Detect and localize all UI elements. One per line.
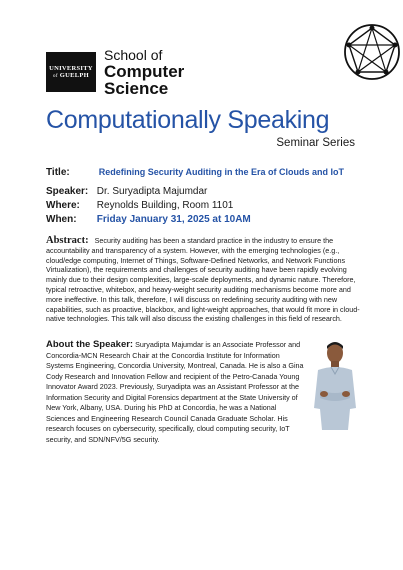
series-subtitle: Seminar Series [276, 137, 355, 149]
speaker-label: Speaker: [46, 186, 89, 197]
abstract-text: Security auditing has been a standard practice in the industry to ensure the accountability and transparency of a system. However, with the emerging technologies (e.g., cloud/edge computing, Internet of Things, Software-Defined Networks, and Network Functions Virtualization), the requirements and challenges of security auditing have been rapidly evolving mainly due to their design complexities, large-scale deployments, and dynamic nature. Therefore, typical retroactive, whitebox, and heavy-weight security auditing mechanisms become more and more ineffective. In this talk, therefore, I will discuss on redefining security auditing with new capabilities, such as proactive, blackbox, and light-weight approaches, that would fit more in cloud-native technologies. This talk will also discuss the existing challenges in this field of research. [46, 236, 360, 324]
where-label: Where: [46, 200, 80, 211]
speaker-name: Dr. Suryadipta Majumdar [96, 186, 208, 197]
department-name [104, 48, 184, 97]
series-title: Computationally Speaking [46, 106, 330, 134]
speaker-photo [310, 338, 360, 430]
abstract-label: Abstract: [46, 235, 89, 246]
university-logo [46, 52, 96, 92]
about-speaker-section [46, 340, 306, 445]
logo-line2 [53, 72, 89, 80]
speaker-row [46, 186, 207, 197]
where-row [46, 200, 233, 211]
dept-line2: Computer [104, 62, 185, 81]
when-row [46, 214, 251, 225]
header [46, 44, 376, 104]
logo-line1: UNIVERSITY [49, 64, 93, 72]
title-row [46, 167, 344, 178]
about-text: Suryadipta Majumdar is an Associate Professor and Concordia-MCN Research Chair at the Concordia Institute for Information Systems Engineering, Concordia University, Montreal, Canada. He is also a Gina Cody Research and Innovation Fellow and recipient of the Petro-Canada Young Innovator Award 2023. Previously, Suryadipta was an Assistant Professor at the Information Security and Digital Forensics department at the State University of New York, Albany, USA. During his PhD at Concordia, he was a National Sciences and Engineering Research Council Canada Graduate Scholar. His research focuses on cybersecurity, specifically, cloud computing security, IoT security, and SDN/NFV/5G security. [46, 340, 304, 444]
pentagon-network-icon [343, 22, 401, 82]
about-label: About the Speaker: [46, 339, 134, 350]
logo-of: of [53, 73, 58, 79]
abstract-section [46, 236, 360, 324]
date-time: Friday January 31, 2025 at 10AM [96, 214, 251, 225]
dept-line3: Science [104, 79, 169, 98]
dept-line1: School of [104, 47, 163, 63]
title-label: Title: [46, 167, 70, 178]
when-label: When: [46, 214, 77, 225]
location: Reynolds Building, Room 1101 [96, 200, 234, 211]
logo-guelph: GUELPH [59, 71, 89, 79]
talk-title: Redefining Security Auditing in the Era of Clouds and IoT [98, 167, 344, 177]
